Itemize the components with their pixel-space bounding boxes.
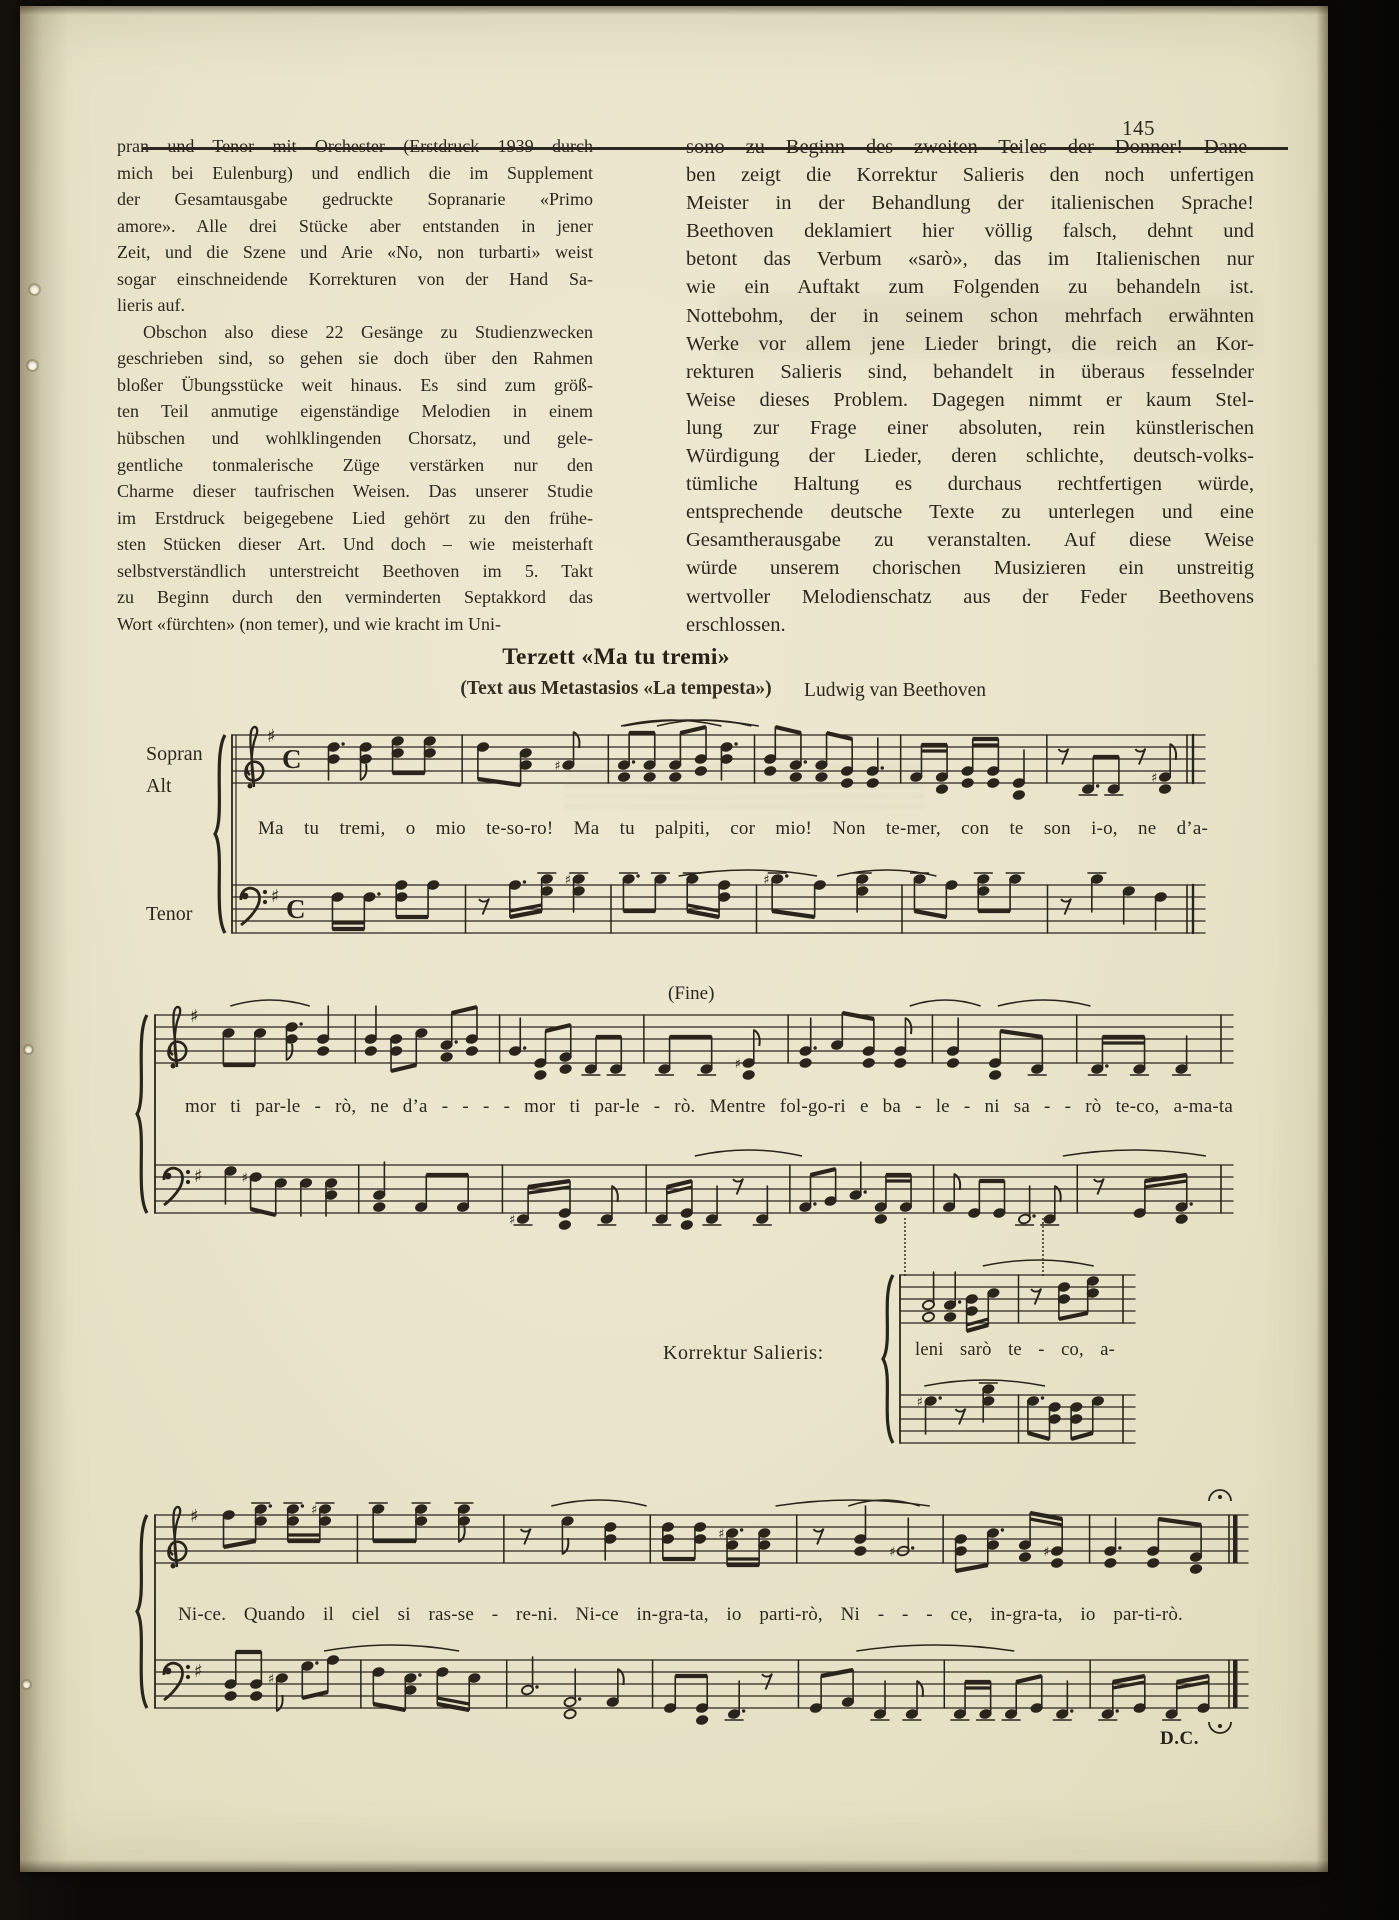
text-line: wie ein Auftakt zum Folgenden zu behandeln ist.	[686, 276, 1254, 299]
fine-marker: (Fine)	[668, 983, 715, 1004]
text-line: mich bei Eulenburg) und endlich die im Supplement	[117, 162, 593, 183]
svg-text:♯: ♯	[190, 1506, 199, 1527]
binding-hole	[30, 285, 39, 294]
text-line: erschlossen.	[686, 613, 786, 636]
text-line: Meister in der Behandlung der italienischen Sprache!	[686, 192, 1254, 215]
svg-text:♯: ♯	[310, 1503, 318, 1518]
svg-text:♯: ♯	[734, 1057, 741, 1072]
text-line: Weise dieses Problem. Dagegen nimmt er kaum Stel-	[686, 388, 1254, 411]
text-line: selbstverständlich unterstreicht Beethoven im 5. Takt	[117, 560, 593, 581]
text-line: hübschen und wohlklingenden Chorsatz, und gele-	[117, 428, 593, 449]
page-edge-right	[1316, 6, 1328, 1872]
binding-hole	[25, 1046, 32, 1053]
svg-text:C: C	[286, 894, 306, 924]
text-line: Obschon also diese 22 Gesänge zu Studienzwecken	[143, 321, 593, 342]
text-line: Würdigung der Lieder, deren schlichte, deutsch-volks-	[686, 445, 1254, 468]
composer-name: Ludwig van Beethoven	[804, 680, 986, 701]
svg-text:C: C	[282, 744, 302, 774]
text-line: rekturen Salieris sind, behandelt in überaus fesselnder	[686, 360, 1254, 383]
voice-label-alt: Alt	[146, 775, 172, 797]
page-number: 145	[1122, 116, 1155, 140]
page-edge-top	[20, 6, 1328, 15]
score-title: Terzett «Ma tu tremi»	[502, 644, 730, 670]
text-line: bloßer Übungsstücke weit hinaus. Es sind zum größ-	[117, 374, 593, 395]
svg-text:♯: ♯	[554, 759, 561, 774]
text-line: ben zeigt die Korrektur Salieris den noch unfertigen	[686, 164, 1254, 187]
paragraph	[686, 133, 1254, 639]
text-line: Gesamtherausgabe zu veranstalten. Auf diese Weise	[686, 529, 1254, 552]
paragraph	[117, 133, 593, 319]
text-line: gentliche tonmalerische Züge verstärken nur den	[117, 454, 593, 475]
text-line: wertvoller Melodienschatz aus der Feder Beethovens	[686, 585, 1254, 608]
text-line: Nottebohm, der in seinem schon mehrfach erwähnten	[686, 304, 1254, 327]
text-line: der Gesamtausgabe gedruckte Sopranarie «Primo	[117, 189, 593, 210]
binding-hole	[28, 361, 37, 370]
svg-text:♯: ♯	[190, 1006, 199, 1027]
text-line: würde unserem chorischen Musizieren ein unstreitig	[686, 557, 1254, 580]
svg-text:♯: ♯	[267, 1672, 275, 1687]
lyrics-line-1: Ma tu tremi, o mio te-so-ro! Ma tu palpiti, cor mio! Non te-mer, con te son i-o, ne d’a-	[258, 818, 1208, 839]
svg-text:♯: ♯	[763, 873, 770, 888]
svg-text:♯: ♯	[241, 1171, 248, 1186]
scanned-page	[20, 6, 1328, 1872]
text-line: amore». Alle drei Stücke aber entstanden in jener	[117, 215, 593, 236]
korrektur-salieris-label: Korrektur Salieris:	[663, 1342, 824, 1364]
binding-hole	[23, 1681, 30, 1688]
page-spine-shadow	[20, 6, 68, 1872]
text-line: Wort «fürchten» (non temer), und wie kracht im Uni-	[117, 613, 501, 634]
paragraph	[117, 319, 593, 638]
text-line: sono zu Beginn des zweiten Teiles der Donner! Dane-	[686, 136, 1254, 158]
svg-text:♯: ♯	[1151, 771, 1158, 786]
text-line: im Erstdruck beigegebene Lied gehört zu den frühe-	[117, 507, 593, 528]
text-line: lieris auf.	[117, 295, 185, 316]
svg-text:♯: ♯	[271, 886, 280, 907]
korrektur-lyrics: leni sarò te - co, a-	[915, 1340, 1115, 1360]
text-line: Zeit, und die Szene und Arie «No, non turbarti» weist	[117, 242, 593, 263]
text-line: entsprechende deutsche Texte zu unterlegen und eine	[686, 501, 1254, 524]
text-line: sten Stücken dieser Art. Und doch – wie meisterhaft	[117, 534, 593, 555]
article-right-column	[686, 133, 1254, 639]
svg-text:♯: ♯	[916, 1395, 923, 1410]
text-line: tümliche Haltung es durchaus rechtfertigen würde,	[686, 473, 1254, 496]
text-line: lung zur Frage einer absoluten, rein künstlerischen	[686, 416, 1254, 439]
text-line: Werke vor allem jene Lieder bringt, die reich an Kor-	[686, 332, 1254, 355]
score-korrektur-excerpt	[860, 1261, 1180, 1471]
svg-text:♯: ♯	[194, 1166, 203, 1187]
svg-text:♯: ♯	[564, 873, 571, 888]
svg-text:♯: ♯	[718, 1527, 725, 1542]
voice-label-tenor: Tenor	[146, 903, 193, 925]
lyrics-line-3: Ni-ce. Quando il ciel si ras-se - re-ni. Ni-ce in-gra-ta, io parti-rò, Ni - - - ce, in-gra-ta, io par-ti-rò.	[178, 1604, 1183, 1625]
da-capo-marker: D.C.	[1160, 1728, 1199, 1749]
text-line: geschrieben sind, so gehen sie doch über den Rahmen	[117, 348, 593, 369]
text-line: Charme dieser taufrischen Weisen. Das unserer Studie	[117, 481, 593, 502]
text-line: betont das Verbum «sarò», das im Italienischen nur	[686, 248, 1254, 271]
article-left-column	[117, 133, 593, 637]
svg-text:♯: ♯	[267, 726, 276, 747]
text-line: Beethoven deklamiert hier völlig falsch, dehnt und	[686, 220, 1254, 243]
score-subtitle: (Text aus Metastasios «La tempesta»)	[460, 678, 772, 699]
text-line: ten Teil anmutige eigenständige Melodien in einem	[117, 401, 593, 422]
text-line: pran und Tenor mit Orchester (Erstdruck 1939 durch	[117, 136, 593, 156]
svg-text:♯: ♯	[889, 1545, 896, 1560]
text-line: sogar einschneidende Korrekturen von der Hand Sa-	[117, 268, 593, 289]
lyrics-line-2: mor ti par-le - rò, ne d’a - - - - mor ti par-le - rò. Mentre fol-go-ri e ba - le - ni sa - - rò te-co, a-ma-ta	[185, 1096, 1233, 1117]
text-line: zu Beginn durch den verminderten Septakkord das	[117, 587, 593, 608]
page-edge-bottom	[20, 1860, 1328, 1872]
svg-text:♯: ♯	[509, 1213, 516, 1228]
svg-text:♯: ♯	[194, 1661, 203, 1682]
svg-text:♯: ♯	[1043, 1545, 1050, 1560]
voice-label-sopran: Sopran	[146, 743, 203, 765]
